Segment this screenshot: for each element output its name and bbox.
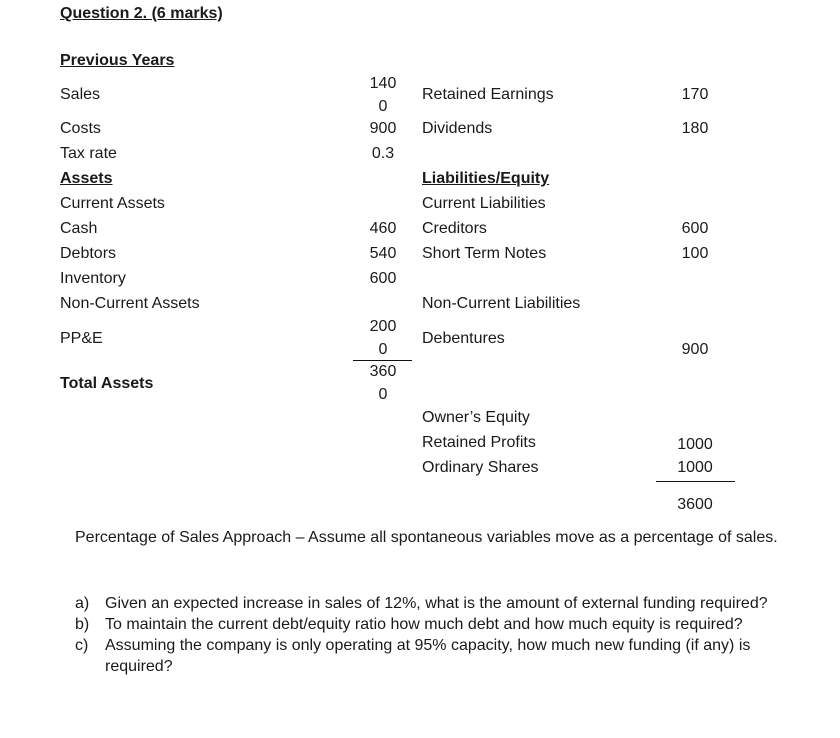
total-assets-label: Total Assets <box>60 375 154 392</box>
creditors-label: Creditors <box>422 220 487 237</box>
sales-value-line2: 0 <box>378 98 388 115</box>
debtors-label: Debtors <box>60 245 117 262</box>
tax-rate-label: Tax rate <box>60 145 117 162</box>
current-assets-header: Current Assets <box>60 195 165 212</box>
sales-value-line1: 140 <box>369 75 397 92</box>
question-c-marker: c) <box>75 637 89 654</box>
tax-rate-value: 0.3 <box>371 145 395 162</box>
dividends-label: Dividends <box>422 120 493 137</box>
ordinary-shares-label: Ordinary Shares <box>422 459 539 476</box>
retained-profits-label: Retained Profits <box>422 434 536 451</box>
assets-total-rule <box>353 360 412 361</box>
creditors-value: 600 <box>681 220 709 237</box>
retained-profits-value: 1000 <box>677 436 713 453</box>
question-a <box>75 593 815 614</box>
retained-earnings-value: 170 <box>681 86 709 103</box>
short-term-notes-label: Short Term Notes <box>422 245 547 262</box>
assets-header: Assets <box>60 170 113 187</box>
retained-earnings-label: Retained Earnings <box>422 86 554 103</box>
cash-value: 460 <box>369 220 397 237</box>
question-b-marker: b) <box>75 616 90 633</box>
ordinary-shares-value: 1000 <box>677 459 713 476</box>
current-liabilities-header: Current Liabilities <box>422 195 546 212</box>
liabilities-total-rule <box>656 481 735 482</box>
cash-label: Cash <box>60 220 98 237</box>
previous-years-header: Previous Years <box>60 52 175 69</box>
intro-paragraph: Percentage of Sales Approach – Assume all spontaneous variables move as a percentage of sales. <box>75 529 778 546</box>
question-c-text: Assuming the company is only operating at 95% capacity, how much new funding (if any) is required? <box>105 637 751 675</box>
inventory-value: 600 <box>369 270 397 287</box>
ppe-label: PP&E <box>60 330 103 347</box>
dividends-value: 180 <box>681 120 709 137</box>
question-a-marker: a) <box>75 595 90 612</box>
costs-value: 900 <box>369 120 397 137</box>
non-current-assets-header: Non-Current Assets <box>60 295 200 312</box>
total-assets-value-line1: 360 <box>369 363 397 380</box>
liabilities-equity-header: Liabilities/Equity <box>422 170 550 187</box>
sales-label: Sales <box>60 86 101 103</box>
question-list <box>75 593 815 677</box>
costs-label: Costs <box>60 120 101 137</box>
debentures-label: Debentures <box>422 330 505 347</box>
question-c <box>75 635 815 677</box>
debentures-value: 900 <box>681 341 709 358</box>
total-assets-value-line2: 0 <box>378 386 388 403</box>
question-title: Question 2. (6 marks) <box>60 5 223 22</box>
question-b <box>75 614 815 635</box>
ppe-value-line2: 0 <box>378 341 388 358</box>
ppe-value-line1: 200 <box>369 318 397 335</box>
non-current-liabilities-header: Non-Current Liabilities <box>422 295 581 312</box>
question-a-text: Given an expected increase in sales of 12%, what is the amount of external funding required? <box>105 595 768 612</box>
debtors-value: 540 <box>369 245 397 262</box>
total-liabilities-equity-value: 3600 <box>677 496 713 513</box>
short-term-notes-value: 100 <box>681 245 709 262</box>
question-b-text: To maintain the current debt/equity ratio how much debt and how much equity is required? <box>105 616 743 633</box>
owners-equity-header: Owner’s Equity <box>422 409 530 426</box>
inventory-label: Inventory <box>60 270 126 287</box>
